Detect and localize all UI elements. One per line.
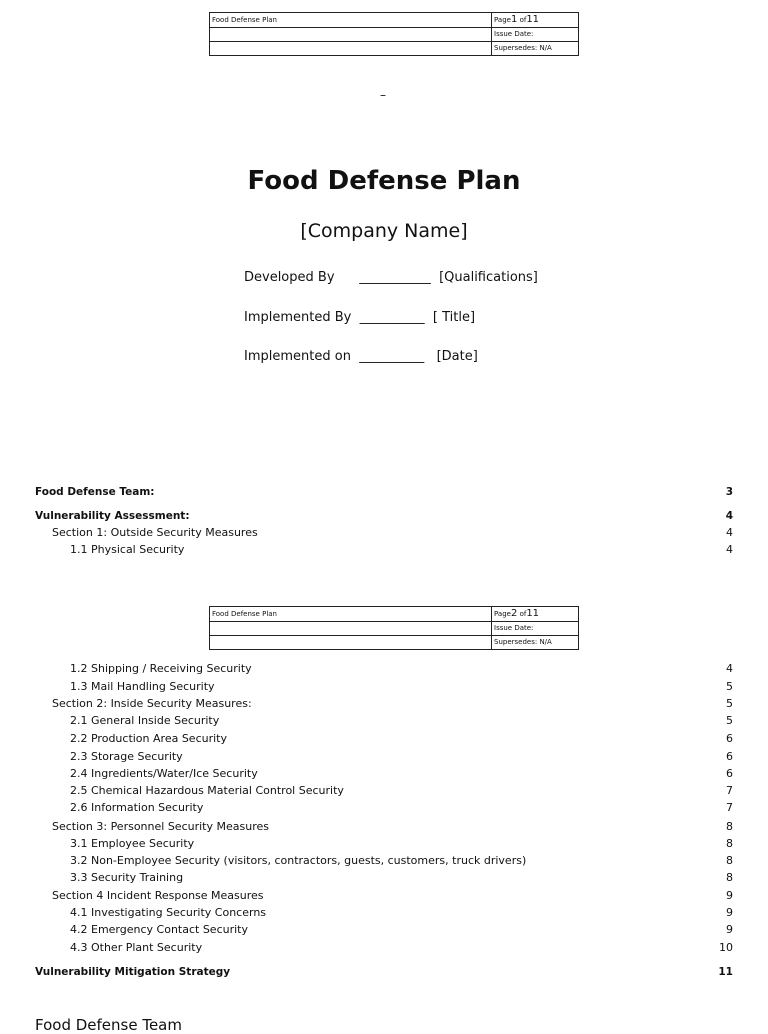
toc-item-text: 3.2 Non-Employee Security (visitors, contractors, guests, customers, truck drivers) xyxy=(70,854,527,867)
toc-item-text: 1.2 Shipping / Receiving Security xyxy=(70,662,252,675)
toc-item-text: Section 4 Incident Response Measures xyxy=(52,889,264,902)
toc-item-text: 3.1 Employee Security xyxy=(70,837,195,850)
of-label: of xyxy=(519,610,527,618)
header-issue-date: Issue Date: xyxy=(492,28,579,42)
toc-item-page: 9 xyxy=(726,923,733,936)
toc-item[interactable] xyxy=(0,766,768,782)
toc-item-text: 2.2 Production Area Security xyxy=(70,732,227,745)
toc-item-page: 8 xyxy=(726,820,733,833)
header-empty-cell xyxy=(210,636,492,650)
toc-item-text: 2.3 Storage Security xyxy=(70,750,183,763)
header-issue-date: Issue Date: xyxy=(492,622,579,636)
header-supersedes: Supersedes: N/A xyxy=(492,636,579,650)
toc-item-text: 2.1 General Inside Security xyxy=(70,714,220,727)
toc-item[interactable] xyxy=(0,819,768,835)
toc-item-text: Food Defense Team: xyxy=(35,486,155,498)
page-header-table xyxy=(209,12,579,56)
implemented-by-line: Implemented By __________ [ Title] xyxy=(244,310,476,325)
header-supersedes: Supersedes: N/A xyxy=(492,42,579,56)
toc-item[interactable] xyxy=(0,905,768,921)
dash-mark: – xyxy=(380,88,386,102)
toc-item-page: 5 xyxy=(726,714,733,727)
toc-item[interactable] xyxy=(0,484,768,500)
toc-item[interactable] xyxy=(0,940,768,956)
header-page-cell xyxy=(492,607,579,622)
toc-item-page: 6 xyxy=(726,750,733,763)
page-number: 2 xyxy=(510,608,518,619)
toc-item-text: Section 2: Inside Security Measures: xyxy=(52,697,252,710)
toc-item[interactable] xyxy=(0,870,768,886)
toc-item-page: 8 xyxy=(726,837,733,850)
toc-item[interactable] xyxy=(0,783,768,799)
toc-item-text: 3.3 Security Training xyxy=(70,871,184,884)
toc-item-page: 4 xyxy=(726,662,733,675)
toc-item-page: 4 xyxy=(725,510,733,522)
toc-item-text: Section 1: Outside Security Measures xyxy=(52,526,258,539)
toc-item-text: Vulnerability Assessment: xyxy=(35,510,190,522)
page-total: 11 xyxy=(526,608,540,619)
page-header-table xyxy=(209,606,579,650)
implemented-on-line: Implemented on __________ [Date] xyxy=(244,349,478,364)
toc-item[interactable] xyxy=(0,679,768,695)
toc-item[interactable] xyxy=(0,836,768,852)
toc-item[interactable] xyxy=(0,800,768,816)
toc-item-page: 5 xyxy=(726,697,733,710)
toc-item[interactable] xyxy=(0,696,768,712)
toc-item-page: 7 xyxy=(726,801,733,814)
of-label: of xyxy=(519,16,527,24)
toc-item-page: 8 xyxy=(726,871,733,884)
toc-item-text: 4.3 Other Plant Security xyxy=(70,941,203,954)
header-doc-title: Food Defense Plan xyxy=(210,607,492,622)
toc-item-page: 7 xyxy=(726,784,733,797)
document-title: Food Defense Plan xyxy=(247,166,521,196)
toc-item-page: 4 xyxy=(726,543,733,556)
next-section-heading: Food Defense Team xyxy=(35,1016,182,1034)
toc-item-page: 6 xyxy=(726,732,733,745)
toc-item-text: 2.4 Ingredients/Water/Ice Security xyxy=(70,767,258,780)
header-empty-cell xyxy=(210,42,492,56)
toc-item-page: 3 xyxy=(725,486,733,498)
header-empty-cell xyxy=(210,622,492,636)
toc-item-page: 9 xyxy=(726,889,733,902)
toc-item-page: 8 xyxy=(726,854,733,867)
toc-item[interactable] xyxy=(0,964,768,980)
toc-item[interactable] xyxy=(0,731,768,747)
toc-item[interactable] xyxy=(0,922,768,938)
toc-item-text: 4.2 Emergency Contact Security xyxy=(70,923,248,936)
toc-item-text: Vulnerability Mitigation Strategy xyxy=(35,966,231,978)
page-total: 11 xyxy=(526,14,540,25)
toc-item[interactable] xyxy=(0,542,768,558)
toc-item[interactable] xyxy=(0,888,768,904)
toc-item-text: Section 3: Personnel Security Measures xyxy=(52,820,269,833)
toc-item[interactable] xyxy=(0,508,768,524)
toc-item-text: 2.5 Chemical Hazardous Material Control Security xyxy=(70,784,344,797)
toc-item-page: 5 xyxy=(726,680,733,693)
toc-item-text: 1.3 Mail Handling Security xyxy=(70,680,215,693)
page-label: Page xyxy=(494,610,511,618)
toc-item-page: 6 xyxy=(726,767,733,780)
toc-item[interactable] xyxy=(0,713,768,729)
header-page-cell xyxy=(492,13,579,28)
toc-item-text: 2.6 Information Security xyxy=(70,801,204,814)
toc-item-text: 1.1 Physical Security xyxy=(70,543,185,556)
toc-item[interactable] xyxy=(0,661,768,677)
toc-item-page: 10 xyxy=(719,941,733,954)
toc-item-page: 11 xyxy=(718,966,733,978)
toc-item[interactable] xyxy=(0,525,768,541)
toc-item-text: 4.1 Investigating Security Concerns xyxy=(70,906,267,919)
page-number: 1 xyxy=(510,14,518,25)
developed-by-line: Developed By ___________ [Qualifications] xyxy=(244,270,538,285)
toc-item-page: 9 xyxy=(726,906,733,919)
header-doc-title: Food Defense Plan xyxy=(210,13,492,28)
toc-item[interactable] xyxy=(0,749,768,765)
toc-item-page: 4 xyxy=(726,526,733,539)
toc-item[interactable] xyxy=(0,853,768,869)
header-empty-cell xyxy=(210,28,492,42)
company-name: [Company Name] xyxy=(300,220,468,242)
page-label: Page xyxy=(494,16,511,24)
